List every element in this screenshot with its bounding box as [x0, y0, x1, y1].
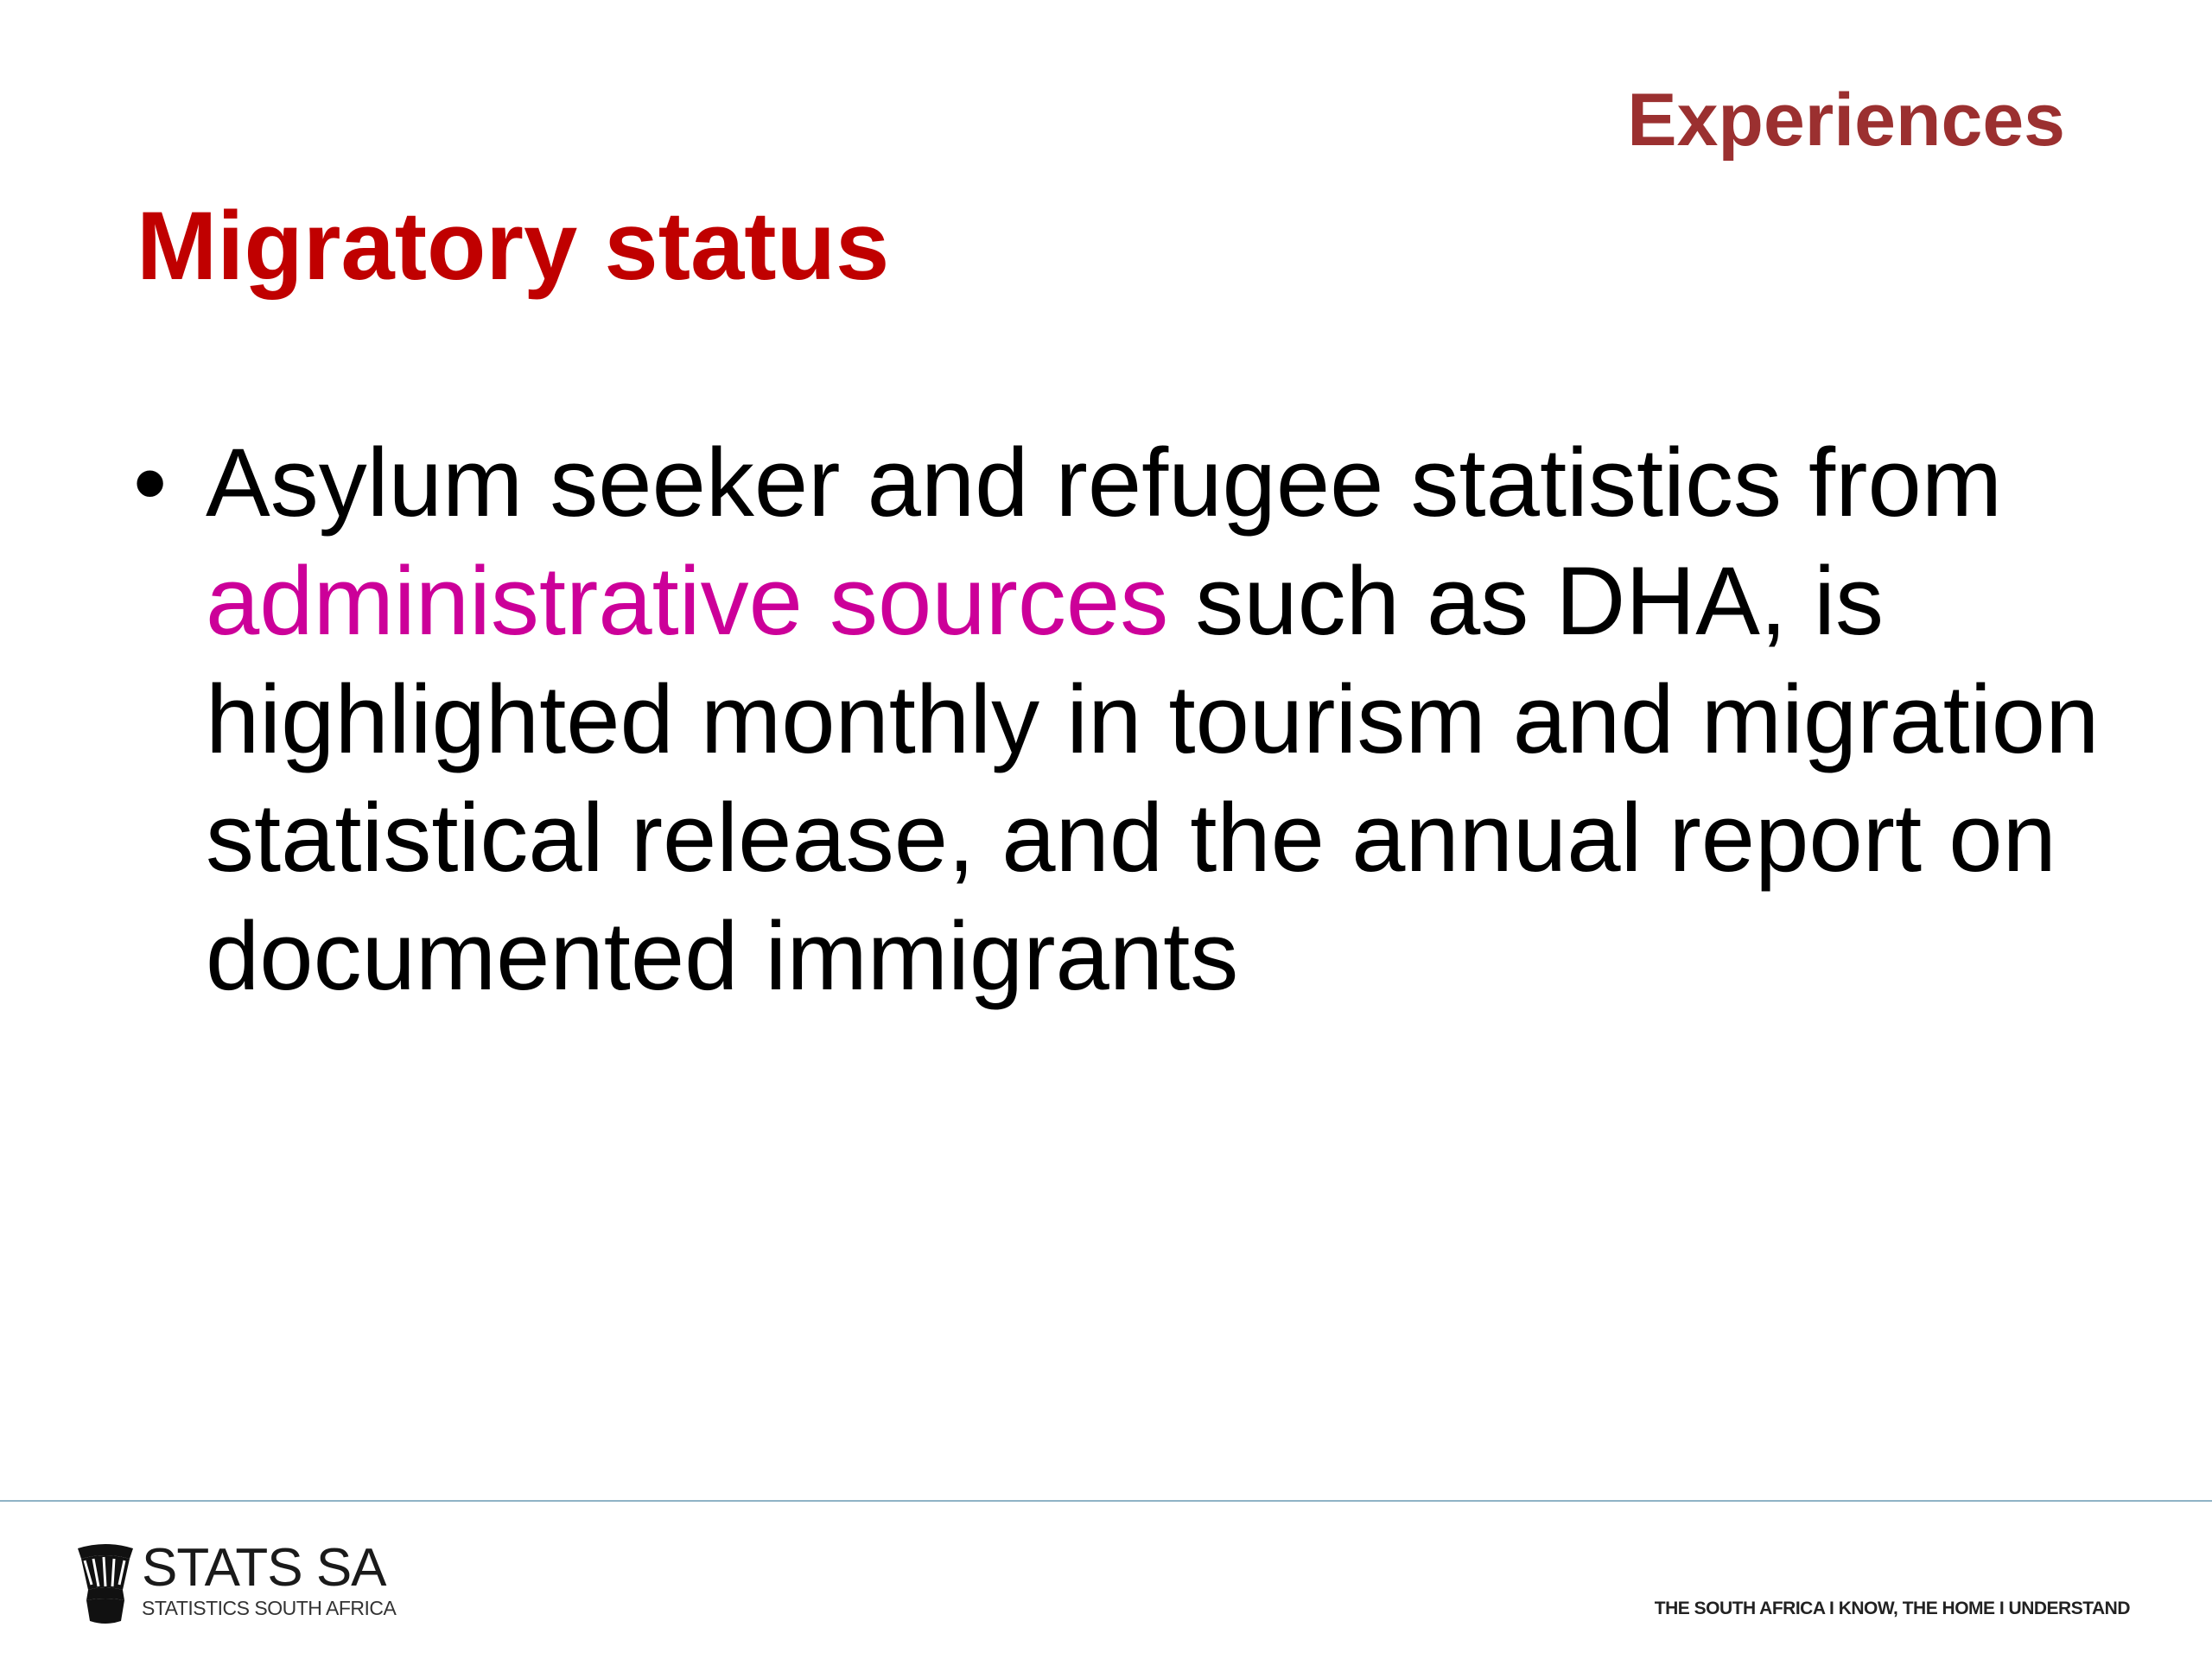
footer-tagline: THE SOUTH AFRICA I KNOW, THE HOME I UNDERSTAND [1654, 1599, 2130, 1618]
bullet-text-before: Asylum seeker and refugee statistics from [206, 429, 2003, 537]
bullet-list [130, 423, 2143, 1015]
bullet-dot: • [133, 429, 168, 537]
logo-name: STATS SA [142, 1538, 386, 1598]
slide-title: Migratory status [137, 192, 890, 300]
bullet-text-after: such as DHA, is highlighted monthly in tourism and migration statistical release, and the annual report on documented immigrants [206, 547, 2100, 1010]
bullet-highlight: administrative sources [206, 547, 1169, 655]
stats-sa-logo [74, 1540, 403, 1626]
section-label: Experiences [1627, 79, 2065, 162]
logo-subtitle: STATISTICS SOUTH AFRICA [142, 1597, 397, 1619]
bullet-item [130, 423, 2143, 1015]
footer-divider [0, 1500, 2212, 1502]
basket-logo-icon [74, 1540, 137, 1626]
